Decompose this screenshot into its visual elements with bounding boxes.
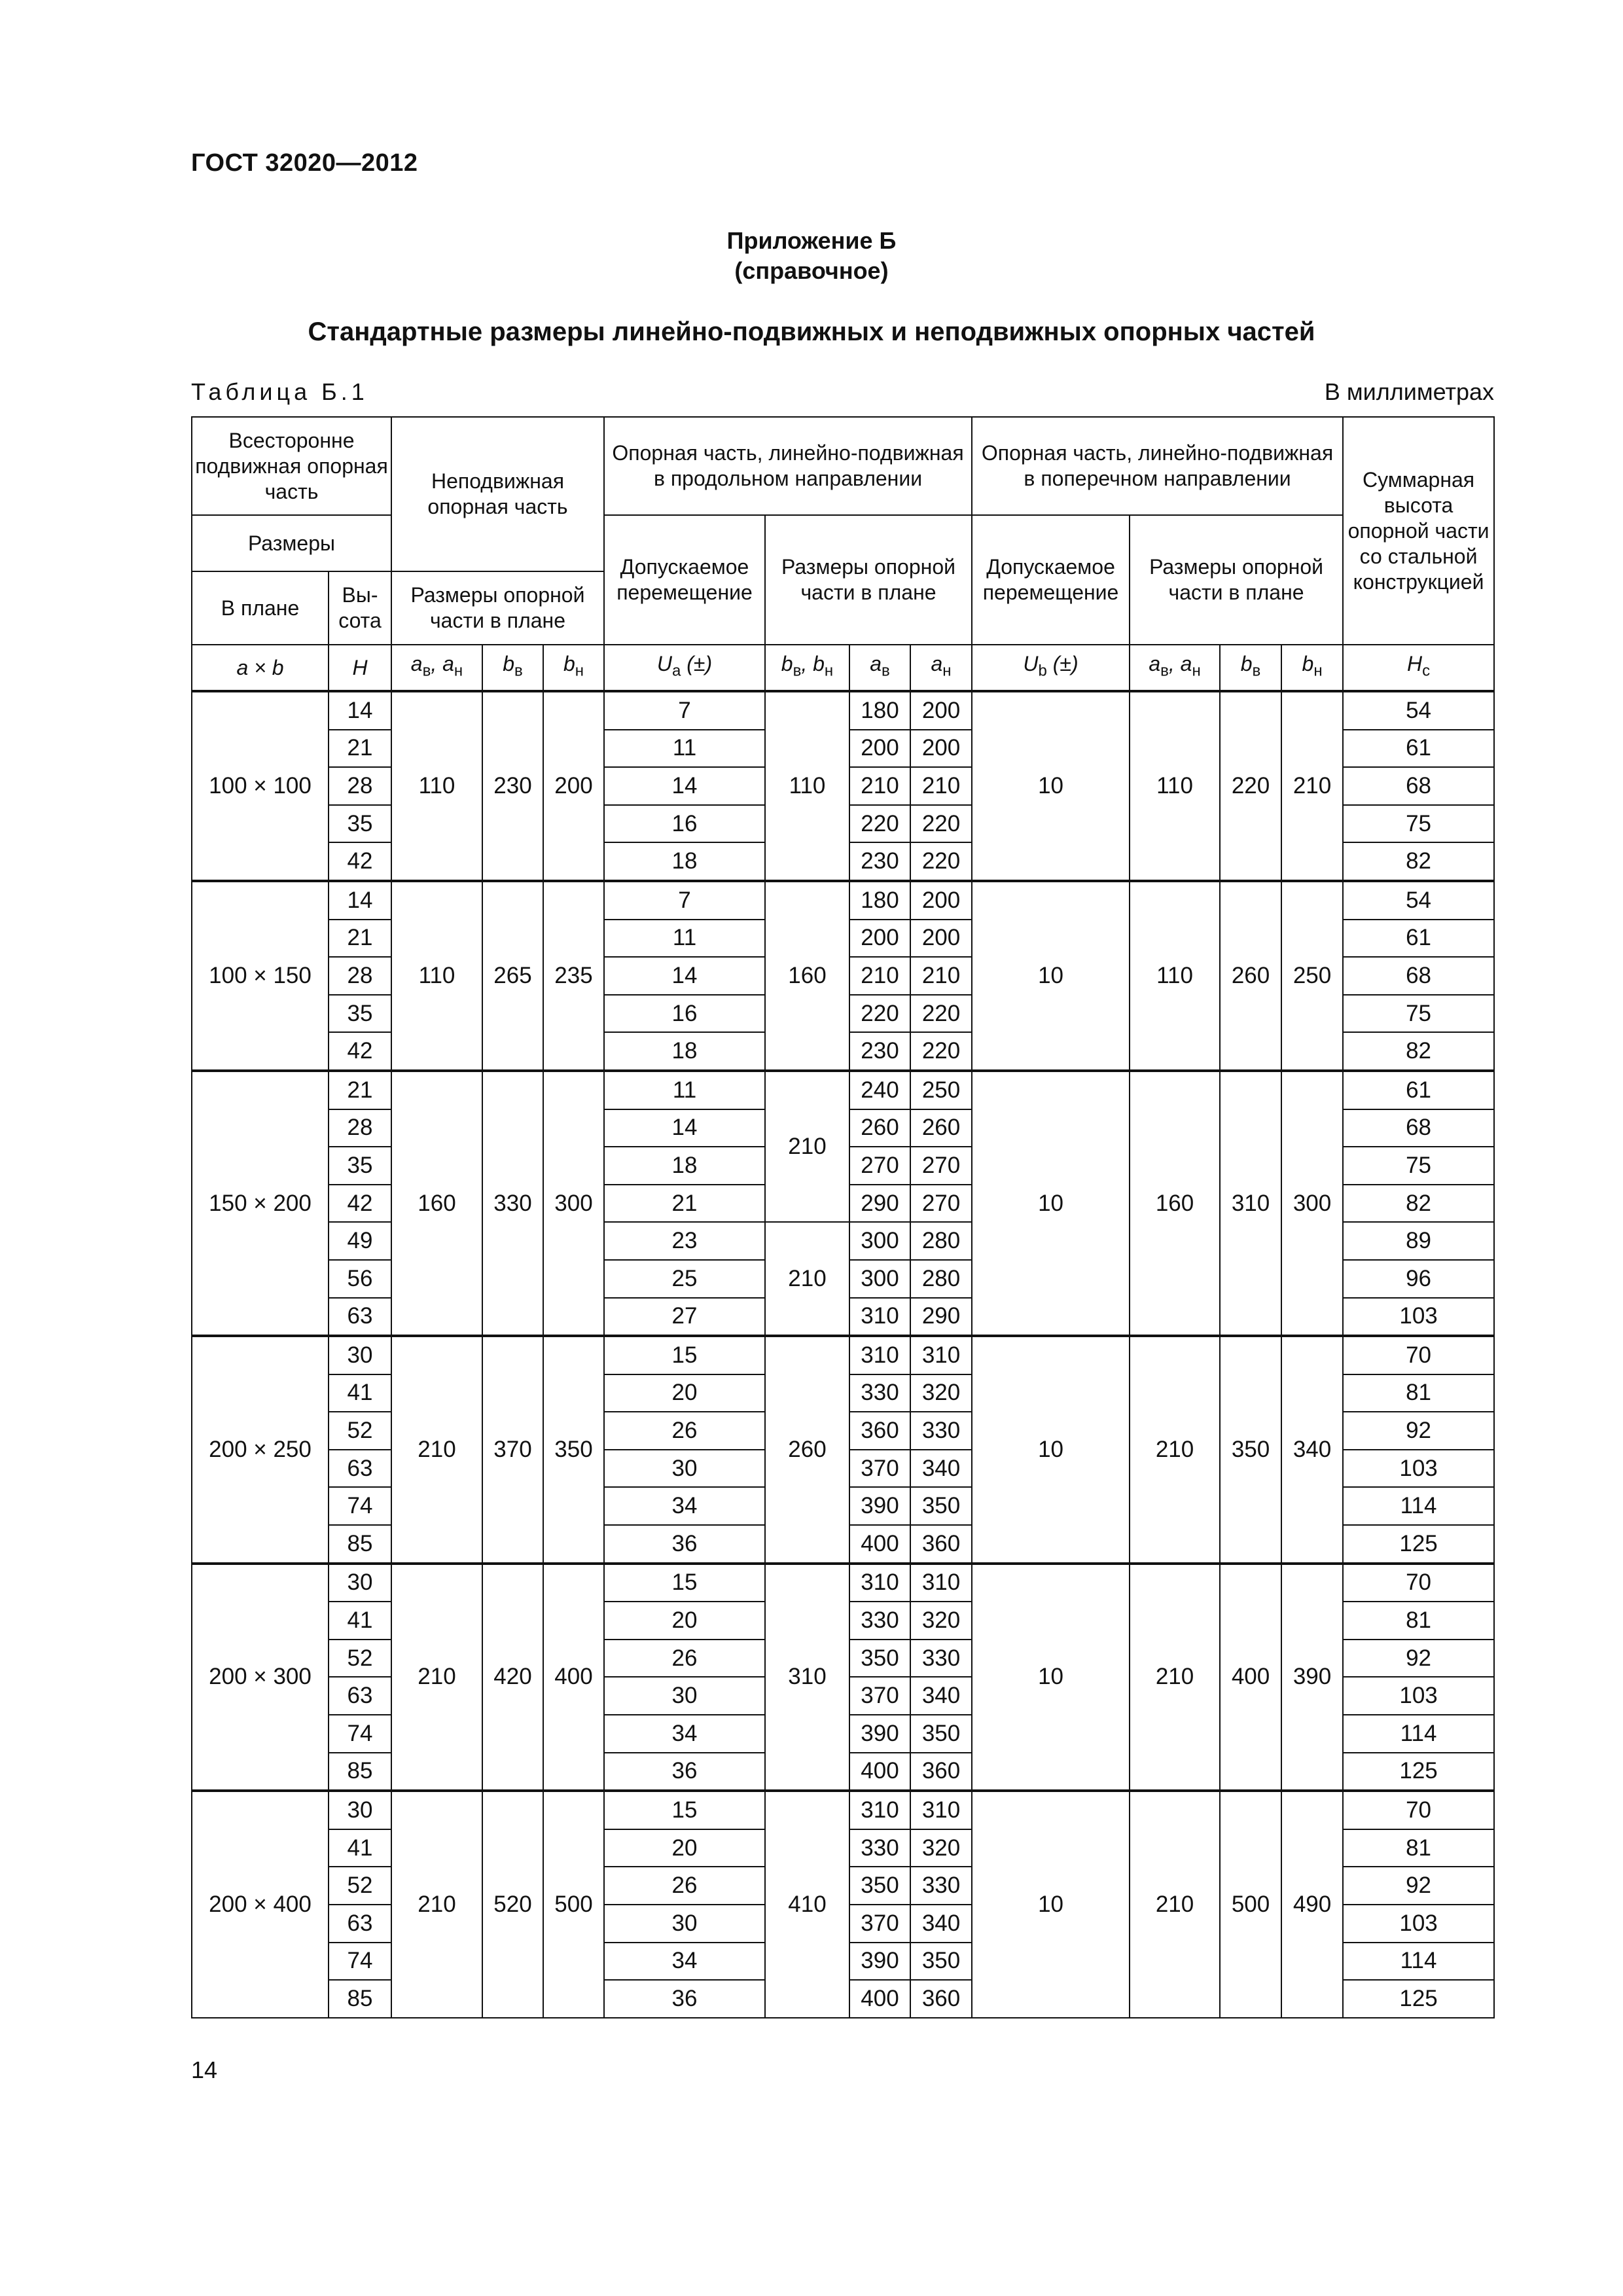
symbol-fixed-a: $a_в$, $a_н$: [391, 645, 482, 691]
cell-long-an: 330: [910, 1412, 972, 1450]
cell-long-an: 340: [910, 1905, 972, 1943]
cell-height: 35: [329, 805, 391, 843]
cell-trans-bv: 220: [1220, 691, 1281, 881]
cell-plan-size: 200 × 300: [192, 1564, 329, 1791]
cell-long-an: 350: [910, 1715, 972, 1753]
cell-long-an: 280: [910, 1260, 972, 1298]
cell-long-an: 200: [910, 920, 972, 958]
cell-height: 52: [329, 1640, 391, 1677]
cell-height: 85: [329, 1753, 391, 1791]
cell-ua: 14: [604, 957, 765, 995]
cell-long-av: 180: [849, 881, 910, 920]
cell-long-an: 250: [910, 1071, 972, 1109]
cell-ua: 25: [604, 1260, 765, 1298]
cell-hc: 81: [1343, 1374, 1494, 1412]
cell-ua: 11: [604, 730, 765, 768]
cell-ua: 30: [604, 1905, 765, 1943]
header-longitudinal: Опорная часть, линейно-подвижная в продольном направлении: [604, 417, 972, 515]
cell-long-av: 290: [849, 1185, 910, 1223]
cell-height: 49: [329, 1222, 391, 1260]
cell-hc: 82: [1343, 842, 1494, 881]
cell-ua: 15: [604, 1336, 765, 1374]
cell-hc: 114: [1343, 1943, 1494, 1981]
page-title: Стандартные размеры линейно-подвижных и неподвижных опорных частей: [308, 317, 1315, 346]
cell-hc: 92: [1343, 1867, 1494, 1905]
table-caption: Таблица Б.1: [191, 378, 368, 405]
cell-ua: 18: [604, 842, 765, 881]
symbol-trans-bv: $b_в$: [1220, 645, 1281, 691]
cell-ua: 16: [604, 995, 765, 1033]
cell-plan-size: 100 × 100: [192, 691, 329, 881]
cell-ua: 26: [604, 1640, 765, 1677]
cell-height: 35: [329, 995, 391, 1033]
cell-fixed-bv: 330: [482, 1071, 543, 1336]
cell-fixed-bv: 520: [482, 1791, 543, 2018]
cell-long-av: 180: [849, 691, 910, 730]
header-sizes: Размеры: [192, 515, 391, 571]
cell-hc: 70: [1343, 1791, 1494, 1829]
cell-ua: 36: [604, 1980, 765, 2018]
cell-hc: 89: [1343, 1222, 1494, 1260]
dimensions-table: [191, 416, 1495, 2018]
cell-fixed-bv: 265: [482, 881, 543, 1071]
cell-height: 42: [329, 1185, 391, 1223]
cell-height: 21: [329, 730, 391, 768]
header-height: Вы-сота: [329, 571, 391, 645]
cell-fixed-a: 110: [391, 691, 482, 881]
cell-long-av: 400: [849, 1525, 910, 1564]
header-allround: Всесторонне подвижная опорная часть: [192, 417, 391, 515]
symbol-long-av: $a_в$: [849, 645, 910, 691]
cell-fixed-a: 210: [391, 1791, 482, 2018]
header-long-plan: Размеры опорной части в плане: [765, 515, 972, 645]
cell-trans-a: 110: [1130, 881, 1220, 1071]
cell-long-av: 230: [849, 842, 910, 881]
cell-trans-bn: 300: [1281, 1071, 1343, 1336]
cell-trans-bv: 310: [1220, 1071, 1281, 1336]
cell-long-an: 320: [910, 1374, 972, 1412]
cell-height: 63: [329, 1905, 391, 1943]
cell-height: 30: [329, 1336, 391, 1374]
cell-ua: 34: [604, 1487, 765, 1525]
cell-ua: 21: [604, 1185, 765, 1223]
cell-long-an: 330: [910, 1640, 972, 1677]
header-total-height: Суммарная высота опорной части со стальной конструкцией: [1343, 417, 1494, 645]
cell-height: 74: [329, 1487, 391, 1525]
cell-long-an: 360: [910, 1753, 972, 1791]
cell-long-av: 370: [849, 1450, 910, 1488]
cell-long-b: 210: [765, 1222, 849, 1336]
cell-ub: 10: [972, 1564, 1130, 1791]
cell-long-an: 200: [910, 730, 972, 768]
cell-hc: 96: [1343, 1260, 1494, 1298]
cell-trans-a: 210: [1130, 1564, 1220, 1791]
cell-ua: 14: [604, 767, 765, 805]
cell-trans-bn: 250: [1281, 881, 1343, 1071]
cell-trans-a: 110: [1130, 691, 1220, 881]
cell-fixed-bn: 400: [543, 1564, 604, 1791]
cell-fixed-a: 210: [391, 1336, 482, 1564]
cell-long-an: 320: [910, 1602, 972, 1640]
cell-height: 63: [329, 1450, 391, 1488]
cell-height: 42: [329, 1032, 391, 1071]
symbol-long-b: $b_в$, $b_н$: [765, 645, 849, 691]
cell-long-av: 230: [849, 1032, 910, 1071]
document-id: ГОСТ 32020—2012: [191, 149, 418, 177]
cell-long-av: 350: [849, 1867, 910, 1905]
cell-hc: 114: [1343, 1715, 1494, 1753]
cell-plan-size: 100 × 150: [192, 881, 329, 1071]
cell-ua: 11: [604, 1071, 765, 1109]
cell-hc: 75: [1343, 1147, 1494, 1185]
cell-hc: 68: [1343, 1109, 1494, 1147]
cell-ua: 14: [604, 1109, 765, 1147]
cell-height: 41: [329, 1602, 391, 1640]
cell-ua: 20: [604, 1829, 765, 1867]
cell-ub: 10: [972, 1791, 1130, 2018]
cell-ua: 7: [604, 881, 765, 920]
cell-long-b: 110: [765, 691, 849, 881]
cell-height: 28: [329, 767, 391, 805]
cell-long-an: 330: [910, 1867, 972, 1905]
cell-fixed-bn: 500: [543, 1791, 604, 2018]
cell-hc: 103: [1343, 1677, 1494, 1715]
cell-long-an: 270: [910, 1185, 972, 1223]
cell-ub: 10: [972, 691, 1130, 881]
cell-trans-a: 210: [1130, 1791, 1220, 2018]
cell-hc: 125: [1343, 1980, 1494, 2018]
cell-fixed-bv: 230: [482, 691, 543, 881]
symbol-trans-bn: $b_н$: [1281, 645, 1343, 691]
cell-trans-bv: 260: [1220, 881, 1281, 1071]
cell-height: 56: [329, 1260, 391, 1298]
cell-fixed-bn: 300: [543, 1071, 604, 1336]
cell-hc: 68: [1343, 957, 1494, 995]
appendix-type: (справочное): [734, 257, 889, 284]
cell-trans-a: 160: [1130, 1071, 1220, 1336]
cell-plan-size: 150 × 200: [192, 1071, 329, 1336]
symbol-axb: a × b: [192, 645, 329, 691]
cell-long-an: 220: [910, 842, 972, 881]
cell-height: 74: [329, 1715, 391, 1753]
cell-long-av: 400: [849, 1980, 910, 2018]
cell-ua: 20: [604, 1374, 765, 1412]
cell-long-av: 300: [849, 1222, 910, 1260]
cell-fixed-a: 210: [391, 1564, 482, 1791]
cell-long-b: 160: [765, 881, 849, 1071]
table-group: [192, 1564, 1494, 1791]
cell-height: 21: [329, 920, 391, 958]
header-trans-plan: Размеры опорной части в плане: [1130, 515, 1343, 645]
cell-long-av: 210: [849, 957, 910, 995]
cell-long-av: 310: [849, 1791, 910, 1829]
cell-ua: 34: [604, 1943, 765, 1981]
cell-hc: 70: [1343, 1336, 1494, 1374]
symbol-fixed-bv: $b_в$: [482, 645, 543, 691]
cell-long-an: 260: [910, 1109, 972, 1147]
cell-height: 21: [329, 1071, 391, 1109]
cell-hc: 82: [1343, 1185, 1494, 1223]
header-fixed: Неподвижная опорная часть: [391, 417, 604, 571]
cell-long-an: 320: [910, 1829, 972, 1867]
cell-ub: 10: [972, 881, 1130, 1071]
symbol-Ua: $U_a$ (±): [604, 645, 765, 691]
cell-long-an: 220: [910, 805, 972, 843]
cell-ua: 23: [604, 1222, 765, 1260]
cell-fixed-bn: 350: [543, 1336, 604, 1564]
cell-long-an: 220: [910, 995, 972, 1033]
cell-long-an: 200: [910, 691, 972, 730]
cell-ua: 26: [604, 1867, 765, 1905]
symbol-Ub: $U_b$ (±): [972, 645, 1130, 691]
cell-hc: 54: [1343, 691, 1494, 730]
table-group: [192, 691, 1494, 881]
cell-height: 52: [329, 1412, 391, 1450]
cell-hc: 114: [1343, 1487, 1494, 1525]
cell-long-an: 310: [910, 1336, 972, 1374]
cell-long-b: 210: [765, 1071, 849, 1222]
cell-long-av: 240: [849, 1071, 910, 1109]
cell-hc: 125: [1343, 1753, 1494, 1791]
cell-ua: 34: [604, 1715, 765, 1753]
symbol-H: H: [329, 645, 391, 691]
cell-hc: 54: [1343, 881, 1494, 920]
cell-long-av: 200: [849, 730, 910, 768]
header-transverse: Опорная часть, линейно-подвижная в поперечном направлении: [972, 417, 1343, 515]
cell-trans-bv: 400: [1220, 1564, 1281, 1791]
cell-height: 63: [329, 1677, 391, 1715]
cell-trans-bn: 210: [1281, 691, 1343, 881]
cell-trans-a: 210: [1130, 1336, 1220, 1564]
header-long-displacement: Допускаемое перемещение: [604, 515, 765, 645]
appendix-label: Приложение Б: [726, 227, 897, 254]
cell-long-av: 360: [849, 1412, 910, 1450]
cell-long-av: 390: [849, 1715, 910, 1753]
cell-hc: 82: [1343, 1032, 1494, 1071]
symbol-fixed-bn: $b_н$: [543, 645, 604, 691]
cell-trans-bv: 350: [1220, 1336, 1281, 1564]
cell-long-an: 220: [910, 1032, 972, 1071]
cell-hc: 92: [1343, 1412, 1494, 1450]
cell-ua: 15: [604, 1791, 765, 1829]
cell-ua: 27: [604, 1298, 765, 1336]
cell-hc: 103: [1343, 1298, 1494, 1336]
cell-height: 74: [329, 1943, 391, 1981]
cell-hc: 75: [1343, 995, 1494, 1033]
cell-hc: 75: [1343, 805, 1494, 843]
cell-long-an: 360: [910, 1525, 972, 1564]
cell-trans-bn: 340: [1281, 1336, 1343, 1564]
cell-hc: 61: [1343, 920, 1494, 958]
table-group: [192, 1071, 1494, 1336]
cell-long-av: 330: [849, 1374, 910, 1412]
cell-height: 41: [329, 1374, 391, 1412]
cell-ua: 16: [604, 805, 765, 843]
cell-trans-bn: 490: [1281, 1791, 1343, 2018]
cell-height: 42: [329, 842, 391, 881]
cell-hc: 125: [1343, 1525, 1494, 1564]
cell-long-av: 390: [849, 1943, 910, 1981]
cell-hc: 61: [1343, 730, 1494, 768]
cell-long-av: 310: [849, 1336, 910, 1374]
cell-height: 52: [329, 1867, 391, 1905]
units-note: В миллиметрах: [1324, 378, 1494, 405]
cell-plan-size: 200 × 400: [192, 1791, 329, 2018]
cell-fixed-bv: 370: [482, 1336, 543, 1564]
table-group: [192, 1791, 1494, 2018]
table-row: [192, 1336, 1494, 1374]
symbol-Hc: $H_c$: [1343, 645, 1494, 691]
cell-ua: 11: [604, 920, 765, 958]
table-row: [192, 691, 1494, 730]
table-row: [192, 1564, 1494, 1602]
cell-long-av: 400: [849, 1753, 910, 1791]
cell-ua: 36: [604, 1525, 765, 1564]
cell-ua: 18: [604, 1147, 765, 1185]
cell-height: 30: [329, 1564, 391, 1602]
cell-long-av: 330: [849, 1602, 910, 1640]
header-fixed-plan: Размеры опорной части в плане: [391, 571, 604, 645]
cell-hc: 70: [1343, 1564, 1494, 1602]
table-group: [192, 1336, 1494, 1564]
cell-hc: 81: [1343, 1602, 1494, 1640]
cell-ua: 7: [604, 691, 765, 730]
table-row: [192, 1791, 1494, 1829]
cell-long-b: 260: [765, 1336, 849, 1564]
cell-ua: 15: [604, 1564, 765, 1602]
cell-long-an: 210: [910, 767, 972, 805]
cell-long-av: 310: [849, 1298, 910, 1336]
cell-long-an: 280: [910, 1222, 972, 1260]
cell-height: 63: [329, 1298, 391, 1336]
cell-trans-bv: 500: [1220, 1791, 1281, 2018]
cell-long-av: 210: [849, 767, 910, 805]
cell-fixed-bv: 420: [482, 1564, 543, 1791]
cell-ua: 26: [604, 1412, 765, 1450]
cell-height: 41: [329, 1829, 391, 1867]
page-number: 14: [191, 2056, 218, 2083]
appendix-heading: [0, 226, 1623, 286]
cell-height: 14: [329, 691, 391, 730]
cell-ua: 18: [604, 1032, 765, 1071]
cell-hc: 103: [1343, 1905, 1494, 1943]
cell-long-an: 270: [910, 1147, 972, 1185]
cell-long-an: 360: [910, 1980, 972, 2018]
cell-ua: 30: [604, 1677, 765, 1715]
cell-long-an: 290: [910, 1298, 972, 1336]
cell-height: 28: [329, 1109, 391, 1147]
cell-plan-size: 200 × 250: [192, 1336, 329, 1564]
cell-ub: 10: [972, 1336, 1130, 1564]
cell-height: 30: [329, 1791, 391, 1829]
cell-long-an: 310: [910, 1791, 972, 1829]
cell-long-an: 350: [910, 1487, 972, 1525]
cell-ua: 30: [604, 1450, 765, 1488]
cell-ua: 20: [604, 1602, 765, 1640]
cell-ub: 10: [972, 1071, 1130, 1336]
cell-hc: 61: [1343, 1071, 1494, 1109]
cell-long-av: 370: [849, 1905, 910, 1943]
cell-long-av: 270: [849, 1147, 910, 1185]
table-row: [192, 1071, 1494, 1109]
cell-long-av: 310: [849, 1564, 910, 1602]
cell-long-an: 340: [910, 1450, 972, 1488]
header-trans-displacement: Допускаемое перемещение: [972, 515, 1130, 645]
cell-long-av: 200: [849, 920, 910, 958]
cell-long-av: 370: [849, 1677, 910, 1715]
cell-long-av: 330: [849, 1829, 910, 1867]
cell-height: 14: [329, 881, 391, 920]
cell-long-an: 310: [910, 1564, 972, 1602]
cell-trans-bn: 390: [1281, 1564, 1343, 1791]
cell-fixed-bn: 235: [543, 881, 604, 1071]
cell-long-av: 260: [849, 1109, 910, 1147]
cell-fixed-a: 110: [391, 881, 482, 1071]
header-in-plan: В плане: [192, 571, 329, 645]
cell-height: 85: [329, 1525, 391, 1564]
cell-ua: 36: [604, 1753, 765, 1791]
cell-hc: 81: [1343, 1829, 1494, 1867]
table-row: [192, 881, 1494, 920]
cell-long-av: 220: [849, 805, 910, 843]
cell-long-b: 310: [765, 1564, 849, 1791]
cell-long-av: 220: [849, 995, 910, 1033]
cell-hc: 68: [1343, 767, 1494, 805]
cell-long-av: 350: [849, 1640, 910, 1677]
cell-long-an: 350: [910, 1943, 972, 1981]
cell-hc: 103: [1343, 1450, 1494, 1488]
cell-long-an: 210: [910, 957, 972, 995]
cell-long-an: 200: [910, 881, 972, 920]
cell-long-b: 410: [765, 1791, 849, 2018]
cell-fixed-a: 160: [391, 1071, 482, 1336]
cell-height: 28: [329, 957, 391, 995]
symbol-trans-a: $a_в$, $a_н$: [1130, 645, 1220, 691]
cell-height: 35: [329, 1147, 391, 1185]
cell-hc: 92: [1343, 1640, 1494, 1677]
cell-height: 85: [329, 1980, 391, 2018]
cell-long-av: 300: [849, 1260, 910, 1298]
cell-fixed-bn: 200: [543, 691, 604, 881]
table-group: [192, 881, 1494, 1071]
cell-long-av: 390: [849, 1487, 910, 1525]
cell-long-an: 340: [910, 1677, 972, 1715]
symbol-long-an: $a_н$: [910, 645, 972, 691]
